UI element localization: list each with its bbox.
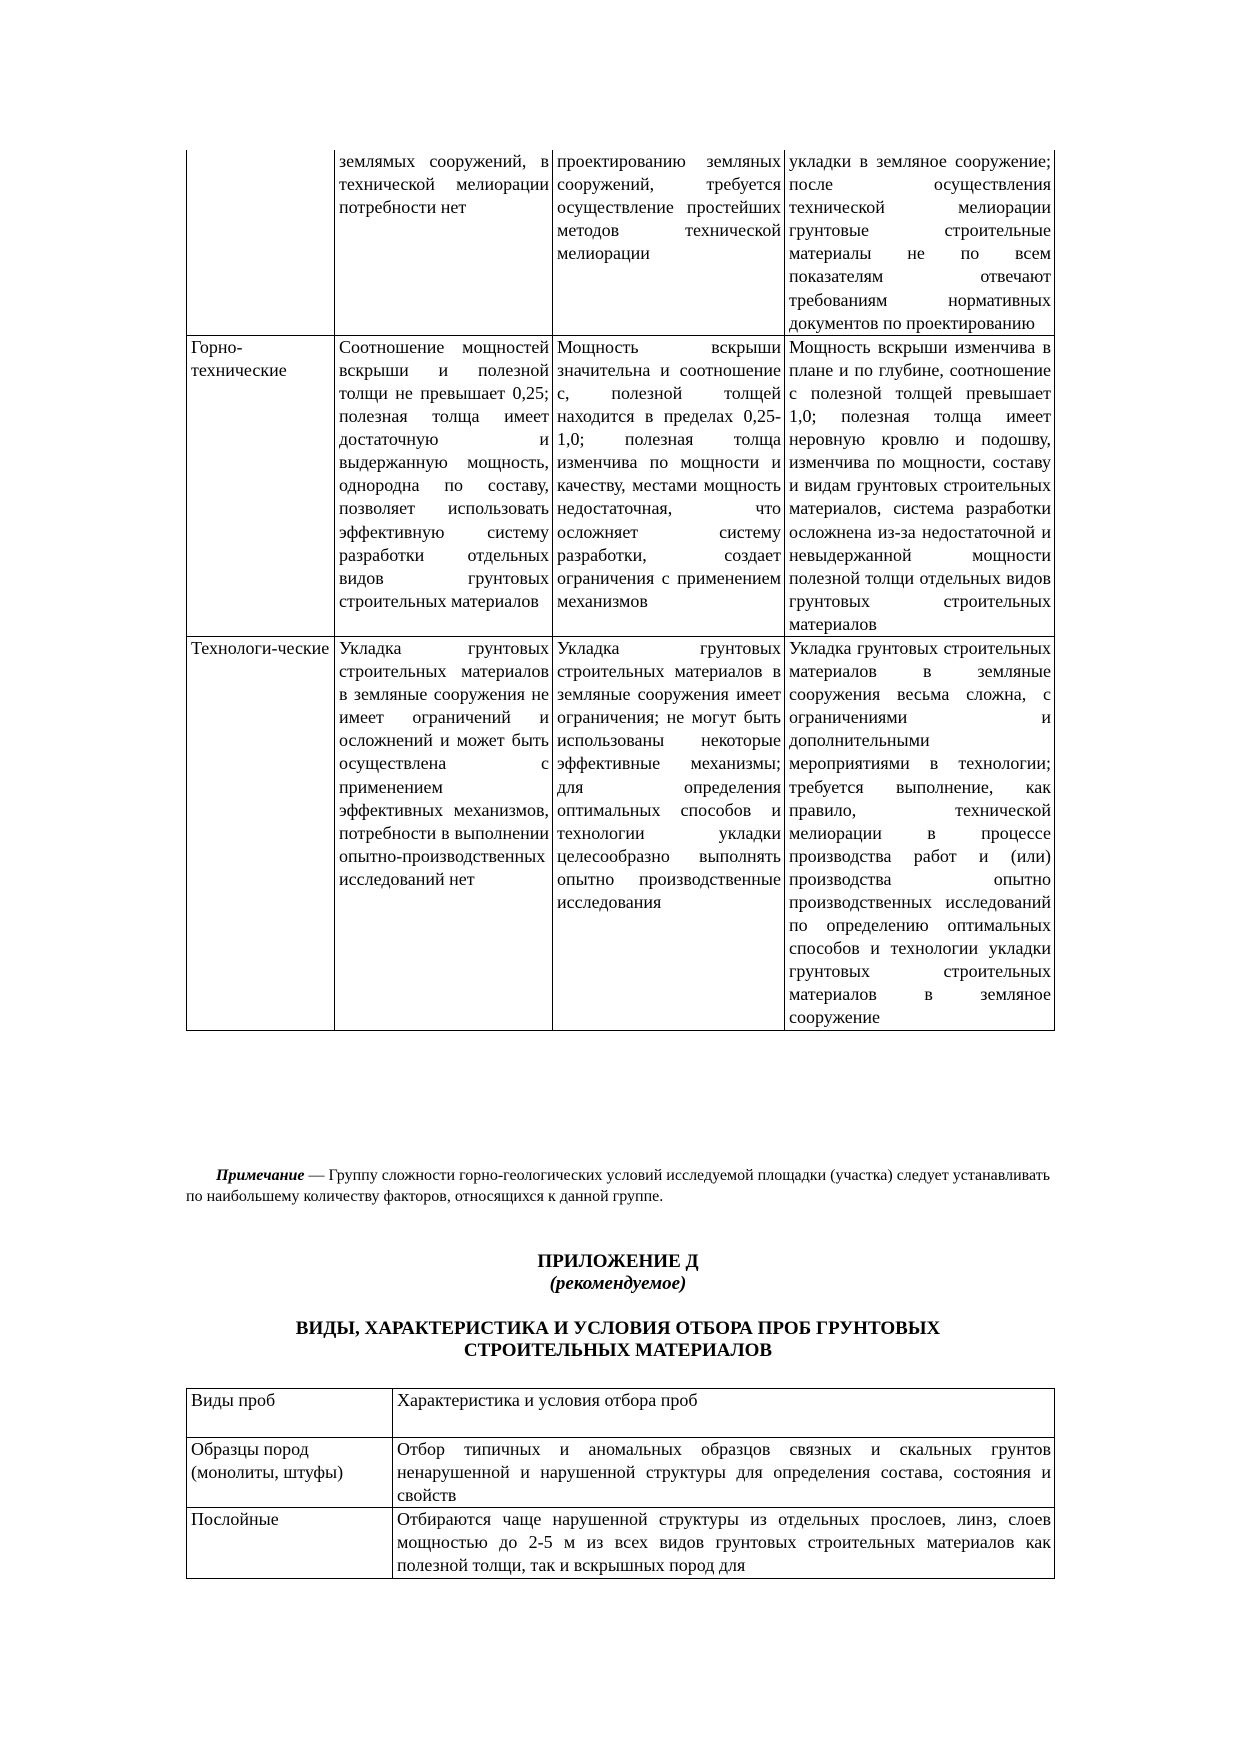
simple-conditions-cell: Соотношение мощностей вскрыши и полезной толщи не превышает 0,25; полезная толща имеет достаточную и выдержанную мощность, однородна по составу, позволяет использовать эффективную систему разработки отдельных видов грунтовых строительных материалов [335,335,553,636]
note-text: — Группу сложности горно-геологических условий исследуемой площадки (участка) следует устанавливать по наибольшему количеству факторов, относящихся к данной группе. [186,1167,1050,1205]
table-header-row [187,1389,1055,1438]
table-row [187,1438,1055,1508]
appendix-heading-line-2: СТРОИТЕЛЬНЫХ МАТЕРИАЛОВ [463,1340,773,1361]
sample-description-cell: Отбор типичных и аномальных образцов связных и скальных грунтов ненарушенной и нарушенной структуры для определения состава, состояния и свойств [393,1438,1055,1508]
table-row [187,636,1055,1030]
sample-description-cell: Отбираются чаще нарушенной структуры из отдельных прослоев, линз, слоев мощностью до 2-5 м из всех видов грунтовых строительных материалов как полезной толщи, так и вскрышных пород для [393,1508,1055,1578]
appendix-subtitle: (рекомендуемое) [549,1273,687,1294]
medium-conditions-cell: Мощность вскрыши значительна и соотношение с, полезной толщей находится в пределах 0,25-1,0; полезная толща изменчива по мощности и качеству, местами мощность недостаточная, что осложняет систему разработки, создает ограничения с применением механизмов [553,335,785,636]
simple-conditions-cell: Укладка грунтовых строительных материалов в земляные сооружения не имеет ограничений и осложнений и может быть осуществлена с применением эффективных механизмов, потребности в выполнении опытно-производственных исследований нет [335,636,553,1030]
category-cell [187,150,335,335]
table-row [187,335,1055,636]
appendix-heading-line-1: ВИДЫ, ХАРАКТЕРИСТИКА И УСЛОВИЯ ОТБОРА ПРОБ ГРУНТОВЫХ [295,1318,941,1339]
sample-kind-cell: Послойные [187,1508,393,1578]
note-label: Примечание [216,1167,305,1184]
sample-kind-cell: Образцы пород (монолиты, штуфы) [187,1438,393,1508]
table-note [186,1165,1050,1207]
complex-conditions-cell: Укладка грунтовых строительных материалов в земляные сооружения весьма сложна, с ограничениями и дополнительными мероприятиями в технологии; требуется выполнение, как правило, технической мелиорации в процессе производства работ и (или) производства опытно производственных исследований по определению оптимальных способов и технологии укладки грунтовых строительных материалов в земляное сооружение [785,636,1055,1030]
simple-conditions-cell: землямых сооружений, в технической мелиорации потребности нет [335,150,553,335]
category-cell: Горно-технические [187,335,335,636]
sample-types-table [186,1388,1055,1579]
medium-conditions-cell: проектированию земляных сооружений, требуется осуществление простейших методов технической мелиорации [553,150,785,335]
complex-conditions-cell: Мощность вскрыши изменчива в плане и по глубине, соотношение с полезной толщей превышает 1,0; полезная толща имеет неровную кровлю и подошву, изменчива по мощности, составу и видам грунтовых строительных материалов, система разработки осложнена из-за недостаточной и невыдержанной мощности полезной толщи отдельных видов грунтовых строительных материалов [785,335,1055,636]
complex-conditions-cell: укладки в земляное сооружение; после осуществления технической мелиорации грунтовые строительные материалы не по всем показателям отвечают требованиям нормативных документов по проектированию [785,150,1055,335]
appendix-title: ПРИЛОЖЕНИЕ Д [537,1251,699,1272]
table-row [187,1508,1055,1578]
column-header-sample-kind: Виды проб [187,1389,393,1438]
category-cell: Технологи-ческие [187,636,335,1030]
table-row [187,150,1055,335]
column-header-sample-description: Характеристика и условия отбора проб [393,1389,1055,1438]
complexity-factors-table [186,150,1055,1031]
medium-conditions-cell: Укладка грунтовых строительных материалов в земляные сооружения имеет ограничения; не могут быть использованы некоторые эффективные механизмы; для определения оптимальных способов и технологии укладки целесообразно выполнять опытно производственные исследования [553,636,785,1030]
